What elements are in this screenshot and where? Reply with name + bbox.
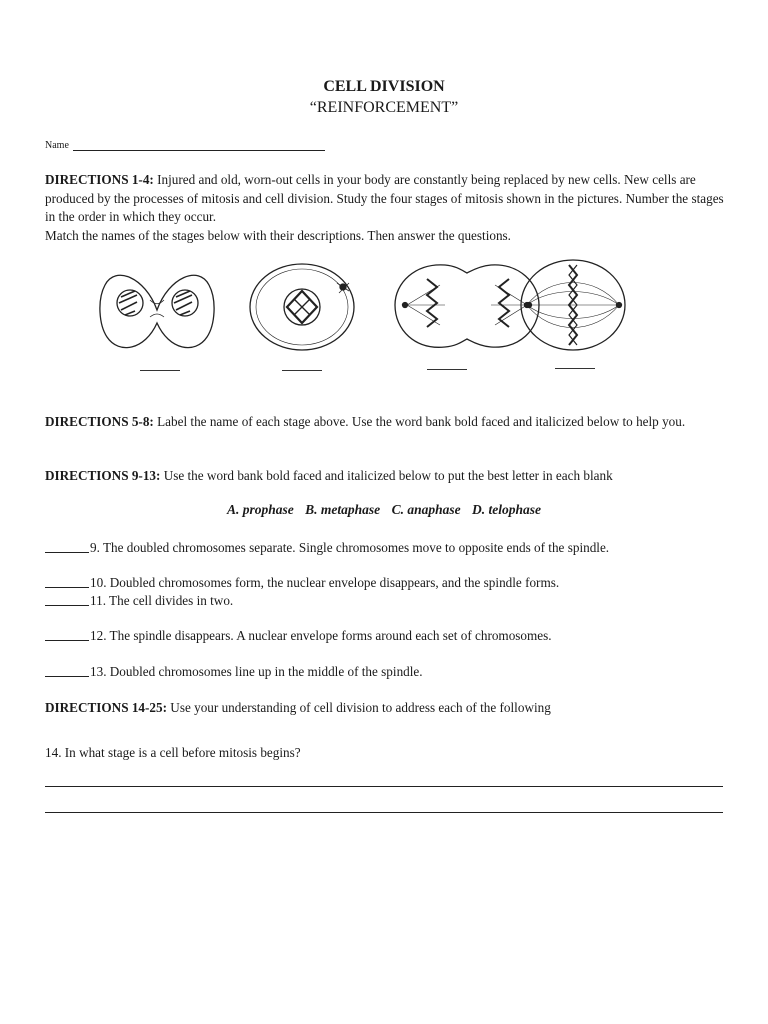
answer-blank-9[interactable]	[45, 539, 89, 553]
item-text: 9. The doubled chromosomes separate. Single chromosomes move to opposite ends of the spindle.	[90, 540, 610, 555]
answer-blank-13[interactable]	[45, 663, 89, 677]
stage-label-line-1[interactable]	[140, 370, 180, 371]
answer-blank-11[interactable]	[45, 592, 89, 606]
stage-label-line-2[interactable]	[282, 370, 322, 371]
telophase-cell-icon	[100, 275, 214, 347]
directions-14-25-label: DIRECTIONS 14-25:	[45, 700, 167, 715]
item-12	[45, 627, 552, 645]
answer-blank-10[interactable]	[45, 574, 89, 588]
item-text: 10. Doubled chromosomes form, the nuclear envelope disappears, and the spindle forms.	[90, 575, 560, 590]
directions-1-4-text: Injured and old, worn-out cells in your body are constantly being replaced by new cells. New cells are produced by the processes of mitosis and cell division. Study the four stages of mitosis shown in the pictures. Number the stages in the order in which they occur.	[45, 172, 724, 224]
directions-1-4-label: DIRECTIONS 1-4:	[45, 172, 154, 187]
mitosis-illustrations	[95, 255, 675, 375]
directions-9-13-label: DIRECTIONS 9-13:	[45, 468, 161, 483]
name-input-line[interactable]	[73, 140, 325, 151]
directions-5-8-label: DIRECTIONS 5-8:	[45, 414, 154, 429]
directions-9-13-text: Use the word bank bold faced and italicized below to put the best letter in each blank	[160, 468, 613, 483]
directions-14-25-text: Use your understanding of cell division to address each of the following	[167, 700, 551, 715]
directions-5-8-text: Label the name of each stage above. Use the word bank bold faced and italicized below to help you.	[153, 414, 686, 429]
anaphase-cell-icon	[395, 265, 539, 347]
item-text: 13. Doubled chromosomes line up in the middle of the spindle.	[90, 664, 423, 679]
directions-5-8	[45, 413, 725, 432]
directions-1-4-text2: Match the names of the stages below with their descriptions. Then answer the questions.	[45, 227, 511, 243]
name-label: Name	[45, 140, 69, 151]
directions-14-25	[45, 699, 725, 718]
word-bank-item: B. metaphase	[305, 502, 381, 517]
item-13	[45, 663, 423, 681]
directions-9-13	[45, 467, 725, 486]
stage-label-line-3[interactable]	[427, 369, 467, 370]
word-bank	[0, 502, 768, 518]
prophase-cell-icon	[250, 264, 354, 350]
word-bank-item: D. telophase	[471, 502, 541, 517]
stage-label-line-4[interactable]	[555, 368, 595, 369]
directions-1-4	[45, 171, 725, 245]
item-text: 12. The spindle disappears. A nuclear envelope forms around each set of chromosomes.	[90, 628, 552, 643]
question-14: 14. In what stage is a cell before mitosis begins?	[45, 745, 301, 760]
page-title: CELL DIVISION	[323, 78, 445, 95]
answer-line-14-1[interactable]	[45, 786, 723, 787]
metaphase-cell-icon	[521, 260, 625, 350]
answer-blank-12[interactable]	[45, 627, 89, 641]
word-bank-item: C. anaphase	[391, 502, 461, 517]
name-field	[45, 140, 325, 151]
item-text: 11. The cell divides in two.	[90, 593, 234, 608]
page-subtitle: “REINFORCEMENT”	[309, 99, 459, 116]
item-9	[45, 539, 609, 557]
answer-line-14-2[interactable]	[45, 812, 723, 813]
item-10	[45, 574, 559, 592]
word-bank-item: A. prophase	[227, 502, 294, 517]
item-11	[45, 592, 233, 610]
